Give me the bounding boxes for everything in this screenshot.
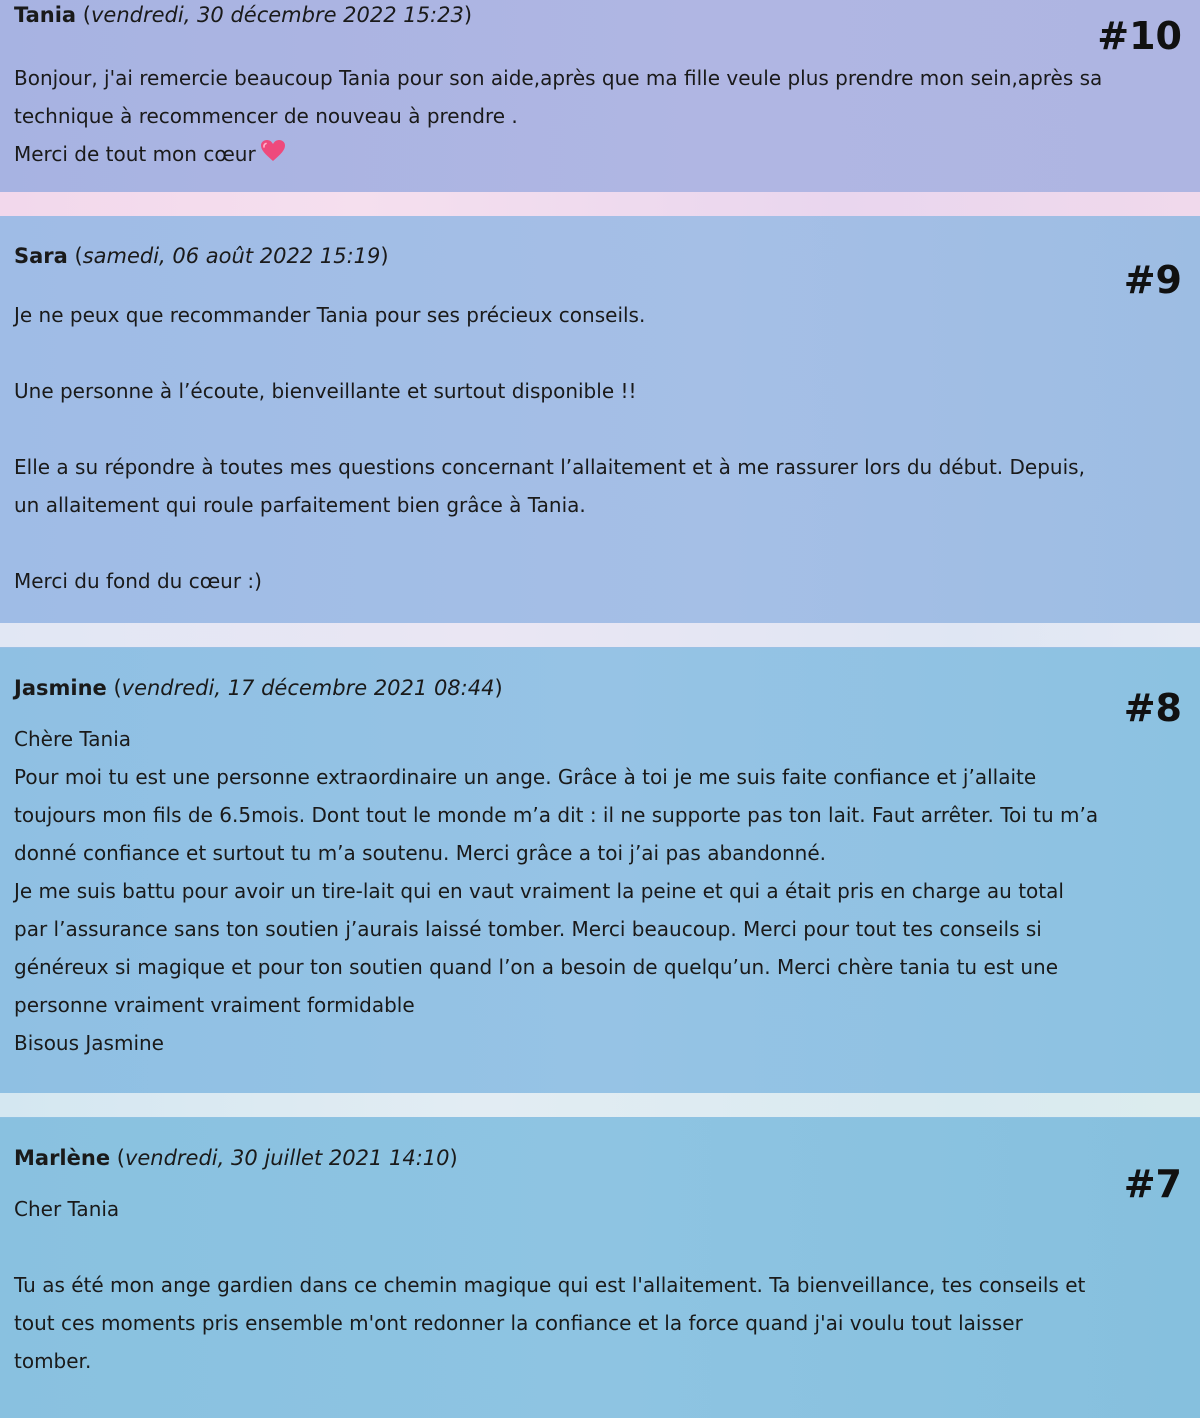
comment-author: Marlène: [14, 1146, 111, 1170]
comment-author: Tania: [14, 3, 77, 27]
comment-line: tomber.: [14, 1349, 92, 1373]
heart-icon: [260, 137, 286, 175]
comment-number: #7: [1123, 1162, 1182, 1206]
comment-number: #8: [1123, 686, 1182, 730]
separator: [0, 192, 1200, 216]
comment-line: donné confiance et surtout tu m’a soutenu. Merci grâce a toi j’ai pas abandonné.: [14, 841, 827, 865]
comment-line: Une personne à l’écoute, bienveillante et surtout disponible !!: [14, 379, 637, 403]
comment-line: Merci du fond du cœur :): [14, 569, 262, 593]
comment-author: Sara: [14, 244, 68, 268]
comment-header: Marlène (vendredi, 30 juillet 2021 14:10): [14, 1146, 458, 1170]
comment-line: technique à recommencer de nouveau à prendre .: [14, 104, 518, 128]
comment-entry: [0, 1118, 1200, 1418]
comment-line: généreux si magique et pour ton soutien quand l’on a besoin de quelqu’un. Merci chère tania tu est une: [14, 955, 1059, 979]
comment-line: [14, 334, 1105, 372]
comment-line: [14, 410, 1105, 448]
comment-body: [14, 59, 1105, 175]
comment-entry: [0, 216, 1200, 623]
comment-line: Je ne peux que recommander Tania pour ses précieux conseils.: [14, 303, 646, 327]
comment-line: Bisous Jasmine: [14, 1031, 164, 1055]
comment-entry: [0, 0, 1200, 192]
comment-body: [14, 1190, 1105, 1380]
comment-header: Tania (vendredi, 30 décembre 2022 15:23): [14, 3, 473, 27]
comment-line: Elle a su répondre à toutes mes questions concernant l’allaitement et à me rassurer lors du début. Depuis,: [14, 455, 1085, 479]
comment-line: [14, 1228, 1105, 1266]
comment-line: Tu as été mon ange gardien dans ce chemin magique qui est l'allaitement. Ta bienveillance, tes conseils et: [14, 1273, 1086, 1297]
comment-date: samedi, 06 août 2022 15:19: [82, 244, 381, 268]
separator: [0, 623, 1200, 647]
comment-line: par l’assurance sans ton soutien j’aurais laissé tomber. Merci beaucoup. Merci pour tout tes conseils si: [14, 917, 1042, 941]
comment-date: vendredi, 30 juillet 2021 14:10: [124, 1146, 450, 1170]
comment-body: [14, 296, 1105, 600]
comment-header: Jasmine (vendredi, 17 décembre 2021 08:44): [14, 676, 503, 700]
comment-line: tout ces moments pris ensemble m'ont redonner la confiance et la force quand j'ai voulu tout laisser: [14, 1311, 1023, 1335]
comment-line: toujours mon fils de 6.5mois. Dont tout le monde m’a dit : il ne supporte pas ton lait. Faut arrêter. Toi tu m’a: [14, 803, 1099, 827]
comment-number: #9: [1123, 258, 1182, 302]
comment-date: vendredi, 30 décembre 2022 15:23: [90, 3, 464, 27]
comment-line: Pour moi tu est une personne extraordinaire un ange. Grâce à toi je me suis faite confiance et j’allaite: [14, 765, 1037, 789]
comment-header: Sara (samedi, 06 août 2022 15:19): [14, 244, 389, 268]
comment-author: Jasmine: [14, 676, 107, 700]
comment-line: Bonjour, j'ai remercie beaucoup Tania pour son aide,après que ma fille veule plus prendre mon sein,après sa: [14, 66, 1103, 90]
comment-number: #10: [1097, 14, 1182, 58]
comment-line: personne vraiment vraiment formidable: [14, 993, 415, 1017]
separator: [0, 1093, 1200, 1117]
comment-body: [14, 720, 1105, 1062]
comment-line: Je me suis battu pour avoir un tire-lait qui en vaut vraiment la peine et qui a était pris en charge au total: [14, 879, 1064, 903]
comment-line: Cher Tania: [14, 1197, 120, 1221]
comment-line: [14, 135, 1105, 175]
comment-date: vendredi, 17 décembre 2021 08:44: [121, 676, 495, 700]
comment-line: [14, 524, 1105, 562]
comment-line: Chère Tania: [14, 727, 132, 751]
comment-entry: [0, 648, 1200, 1093]
comment-line-text: Merci de tout mon cœur: [14, 142, 256, 166]
comment-line: un allaitement qui roule parfaitement bien grâce à Tania.: [14, 493, 586, 517]
